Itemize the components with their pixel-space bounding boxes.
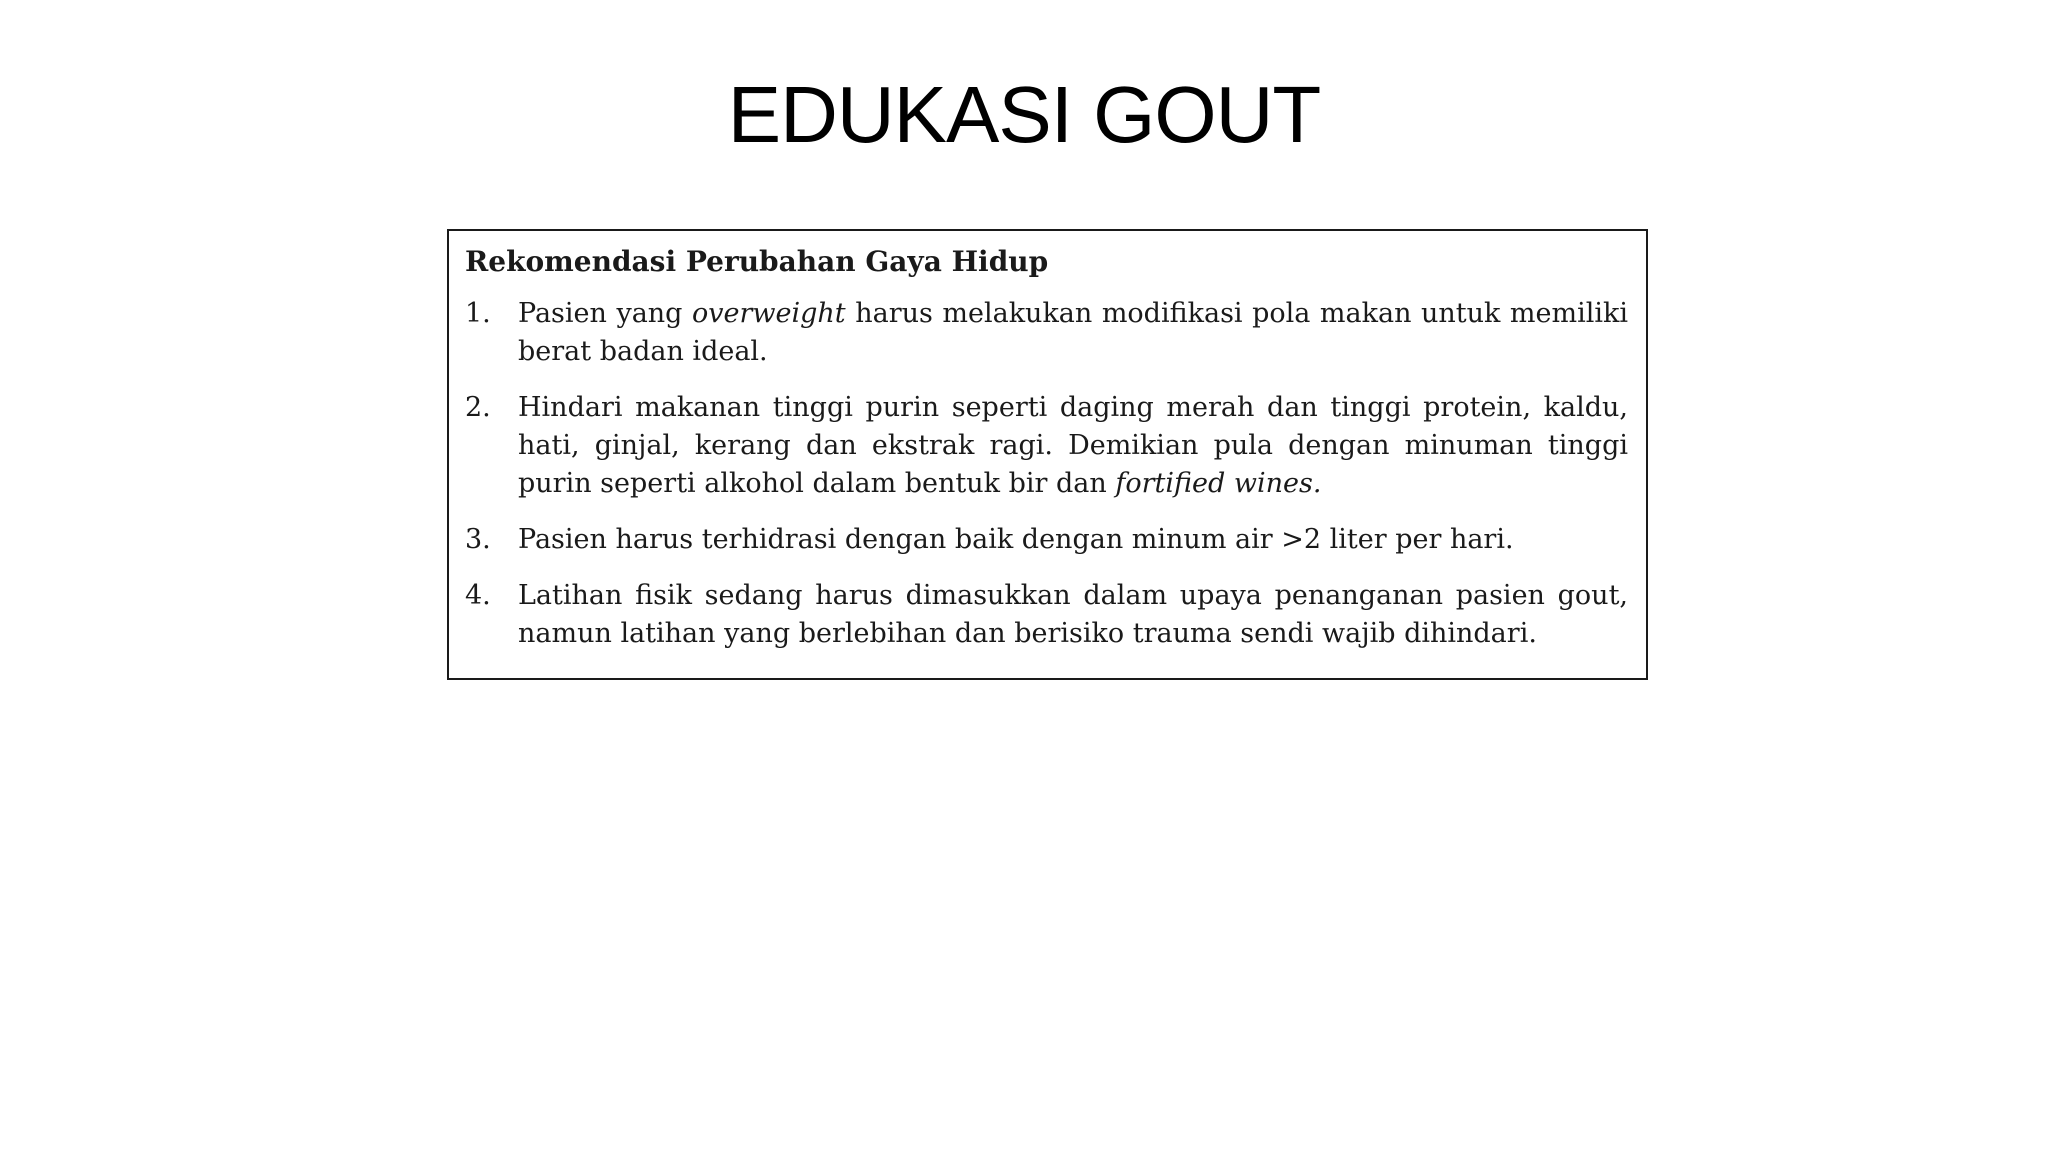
item-text: Pasien harus terhidrasi dengan baik dengan minum air >2 liter per hari.: [518, 524, 1514, 555]
recommendation-box: [447, 229, 1648, 680]
italic-term: fortified wines.: [1115, 468, 1322, 499]
item-text: Hindari makanan tinggi purin seperti daging merah dan tinggi protein, kaldu, hati, ginjal, kerang dan ekstrak ragi. Demikian pula dengan minuman tinggi purin seperti alkohol dalam bentuk bir dan fortified wines.: [518, 392, 1628, 499]
slide-title: EDUKASI GOUT: [727, 70, 1321, 159]
box-heading: Rekomendasi Perubahan Gaya Hidup: [465, 245, 1049, 278]
list-item: [465, 577, 1628, 653]
list-item: [465, 295, 1628, 371]
item-text: Pasien yang overweight harus melakukan modifikasi pola makan untuk memiliki berat badan ideal.: [518, 298, 1628, 367]
recommendation-list: [465, 295, 1628, 653]
item-number: 1.: [465, 298, 491, 329]
list-item: [465, 389, 1628, 503]
list-item: [465, 521, 1628, 559]
item-text: Latihan fisik sedang harus dimasukkan dalam upaya penanganan pasien gout, namun latihan yang berlebihan dan berisiko trauma sendi wajib dihindari.: [518, 580, 1628, 649]
item-number: 4.: [465, 580, 491, 611]
item-number: 3.: [465, 524, 491, 555]
italic-term: overweight: [692, 298, 846, 329]
item-number: 2.: [465, 392, 491, 423]
